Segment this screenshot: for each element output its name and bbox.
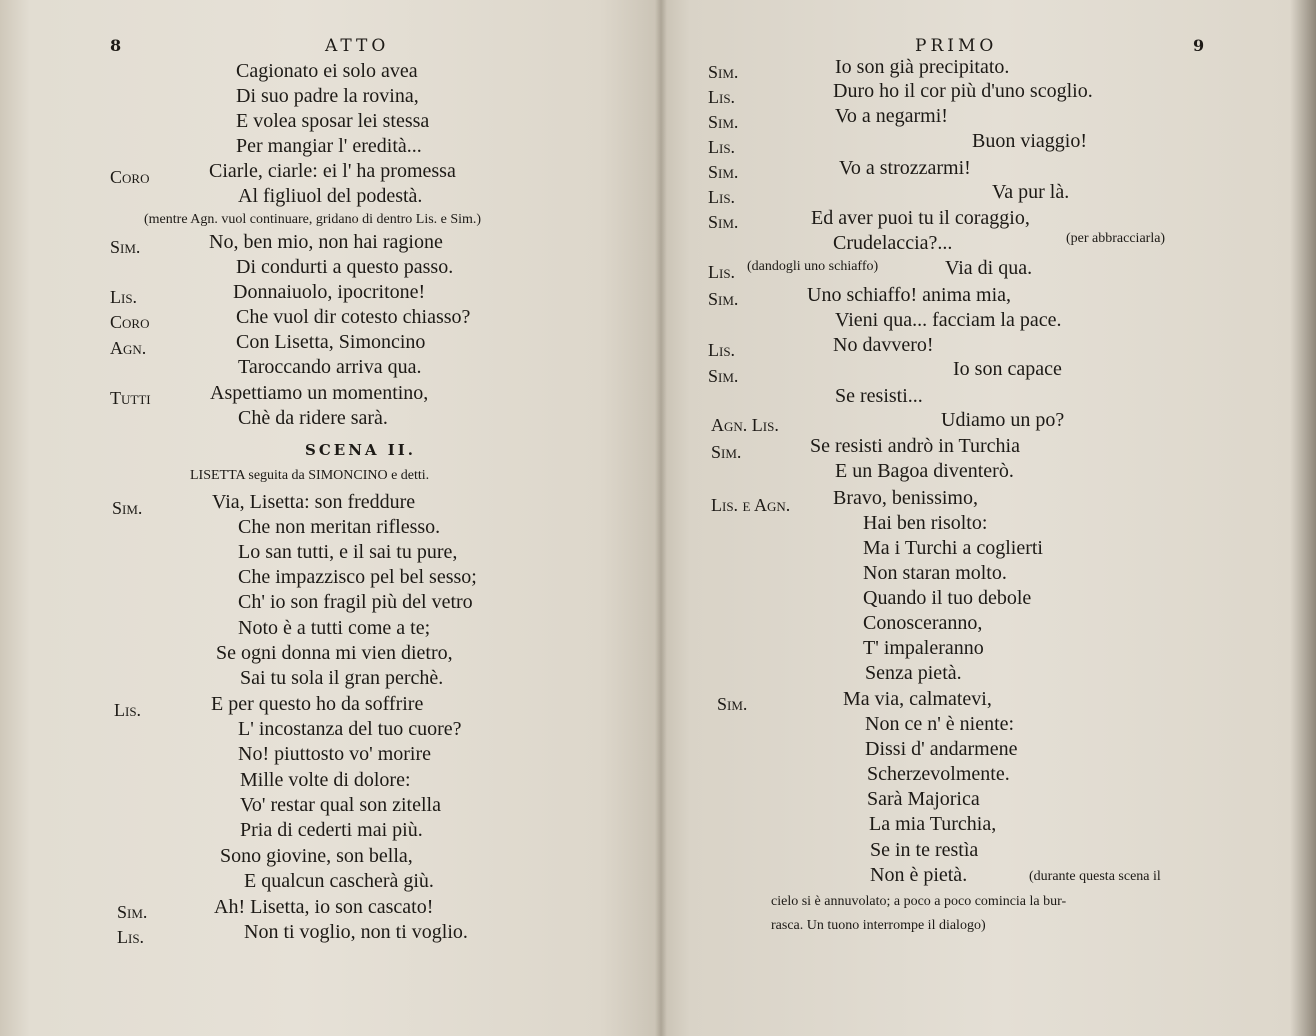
verse-line: Duro ho il cor più d'uno scoglio. xyxy=(833,80,1093,102)
verse-line: Buon viaggio! xyxy=(972,130,1087,152)
speaker-label: Agn. xyxy=(110,338,147,358)
speaker-label: Sim. xyxy=(708,112,739,132)
speaker-label: Sim. xyxy=(711,442,742,462)
verse-line: La mia Turchia, xyxy=(869,813,997,835)
verse-line: Vo a negarmi! xyxy=(835,105,948,127)
verse-line: L' incostanza del tuo cuore? xyxy=(238,718,462,740)
page-number: 8 xyxy=(110,36,122,55)
speaker-label: Lis. xyxy=(117,927,145,947)
verse-line: Uno schiaffo! anima mia, xyxy=(807,284,1012,306)
stage-direction: (dandogli uno schiaffo) xyxy=(747,259,879,274)
book-gutter xyxy=(655,0,667,1036)
verse-line: Io son capace xyxy=(953,358,1062,380)
verse-line: No, ben mio, non hai ragione xyxy=(209,231,443,253)
speaker-label: Tutti xyxy=(110,388,151,408)
speaker-label: Agn. Lis. xyxy=(711,415,779,435)
verse-line: Senza pietà. xyxy=(865,662,962,684)
verse-line: T' impaleranno xyxy=(863,637,984,659)
verse-line: Ciarle, ciarle: ei l' ha promessa xyxy=(209,160,456,182)
stage-direction: (mentre Agn. vuol continuare, gridano di dentro Lis. e Sim.) xyxy=(144,212,482,227)
verse-line: Cagionato ei solo avea xyxy=(236,60,418,82)
verse-line: Sarà Majorica xyxy=(867,788,980,810)
speaker-label: Sim. xyxy=(717,694,748,714)
speaker-label: Lis. xyxy=(708,340,736,360)
verse-line: Io son già precipitato. xyxy=(835,56,1010,78)
verse-line: Va pur là. xyxy=(992,181,1070,203)
verse-line: Hai ben risolto: xyxy=(863,512,988,534)
verse-line: Per mangiar l' eredità... xyxy=(236,135,422,157)
left-page xyxy=(0,0,655,1036)
verse-line: Se resisti andrò in Turchia xyxy=(810,435,1020,457)
running-header: ATTO xyxy=(325,36,390,56)
verse-line: E qualcun cascherà giù. xyxy=(244,870,434,892)
verse-line: Mille volte di dolore: xyxy=(240,769,411,791)
verse-line: Se in te restìa xyxy=(870,839,979,861)
verse-line: Vo a strozzarmi! xyxy=(839,157,971,179)
speaker-label: Coro xyxy=(110,167,150,187)
verse-line: Ch' io son fragil più del vetro xyxy=(238,591,473,613)
stage-direction: (durante questa scena il xyxy=(1029,869,1161,884)
speaker-label: Sim. xyxy=(708,62,739,82)
verse-line: Vo' restar qual son zitella xyxy=(240,794,441,816)
verse-line: Di condurti a questo passo. xyxy=(236,256,454,278)
verse-line: Crudelaccia?... xyxy=(833,232,953,254)
verse-line: Che non meritan riflesso. xyxy=(238,516,441,538)
speaker-label: Lis. xyxy=(708,137,736,157)
speaker-label: Sim. xyxy=(112,498,143,518)
speaker-label: Lis. e Agn. xyxy=(711,495,791,515)
verse-line: Non staran molto. xyxy=(863,562,1007,584)
verse-line: Vieni qua... facciam la pace. xyxy=(835,309,1062,331)
verse-line: Ah! Lisetta, io son cascato! xyxy=(214,896,434,918)
speaker-label: Lis. xyxy=(110,287,138,307)
verse-line: Sono giovine, son bella, xyxy=(220,845,413,867)
verse-line: Conosceranno, xyxy=(863,612,983,634)
speaker-label: Sim. xyxy=(110,237,141,257)
speaker-label: Lis. xyxy=(708,87,736,107)
speaker-label: Lis. xyxy=(708,262,736,282)
verse-line: Via di qua. xyxy=(945,257,1033,279)
verse-line: Pria di cederti mai più. xyxy=(240,819,423,841)
verse-line: Non ti voglio, non ti voglio. xyxy=(244,921,468,943)
verse-line: Sai tu sola il gran perchè. xyxy=(240,667,444,689)
verse-line: Se ogni donna mi vien dietro, xyxy=(216,642,453,664)
stage-direction: rasca. Un tuono interrompe il dialogo) xyxy=(771,918,986,933)
verse-line: Al figliuol del podestà. xyxy=(238,185,423,207)
verse-line: Bravo, benissimo, xyxy=(833,487,978,509)
speaker-label: Lis. xyxy=(708,187,736,207)
speaker-label: Sim. xyxy=(117,902,148,922)
verse-line: Che vuol dir cotesto chiasso? xyxy=(236,306,471,328)
speaker-label: Sim. xyxy=(708,366,739,386)
verse-line: Con Lisetta, Simoncino xyxy=(236,331,426,353)
verse-line: Taroccando arriva qua. xyxy=(238,356,422,378)
speaker-label: Lis. xyxy=(114,700,142,720)
speaker-label: Coro xyxy=(110,312,150,332)
verse-line: E per questo ho da soffrire xyxy=(211,693,424,715)
verse-line: Che impazzisco pel bel sesso; xyxy=(238,566,477,588)
verse-line: Noto è a tutti come a te; xyxy=(238,617,431,639)
verse-line: Se resisti... xyxy=(835,385,923,407)
speaker-label: Sim. xyxy=(708,212,739,232)
verse-line: Lo san tutti, e il sai tu pure, xyxy=(238,541,458,563)
speaker-label: Sim. xyxy=(708,289,739,309)
right-page xyxy=(667,0,1316,1036)
verse-line: Via, Lisetta: son freddure xyxy=(212,491,416,513)
verse-line: Donnaiuolo, ipocritone! xyxy=(233,281,426,303)
stage-direction: cielo si è annuvolato; a poco a poco comincia la bur- xyxy=(771,894,1067,909)
verse-line: Udiamo un po? xyxy=(941,409,1065,431)
verse-line: Ma i Turchi a coglierti xyxy=(863,537,1043,559)
verse-line: Scherzevolmente. xyxy=(867,763,1010,785)
verse-line: Aspettiamo un momentino, xyxy=(210,382,429,404)
verse-line: Non ce n' è niente: xyxy=(865,713,1015,735)
running-header: PRIMO xyxy=(915,36,998,56)
verse-line: E un Bagoa diventerò. xyxy=(835,460,1014,482)
verse-line: Chè da ridere sarà. xyxy=(238,407,388,429)
verse-line: E volea sposar lei stessa xyxy=(236,110,430,132)
speaker-label: Sim. xyxy=(708,162,739,182)
verse-line: Quando il tuo debole xyxy=(863,587,1032,609)
verse-line: Non è pietà. xyxy=(870,864,968,886)
verse-line: No! piuttosto vo' morire xyxy=(238,743,432,765)
verse-line: Ma via, calmatevi, xyxy=(843,688,992,710)
scene-subtitle: LISETTA seguita da SIMONCINO e detti. xyxy=(190,468,430,483)
verse-line: Dissi d' andarmene xyxy=(865,738,1018,760)
verse-line: Ed aver puoi tu il coraggio, xyxy=(811,207,1030,229)
scene-title: SCENA II. xyxy=(305,441,417,459)
page-number: 9 xyxy=(1193,36,1205,55)
verse-line: Di suo padre la rovina, xyxy=(236,85,419,107)
stage-direction: (per abbracciarla) xyxy=(1066,231,1166,246)
verse-line: No davvero! xyxy=(833,334,934,356)
